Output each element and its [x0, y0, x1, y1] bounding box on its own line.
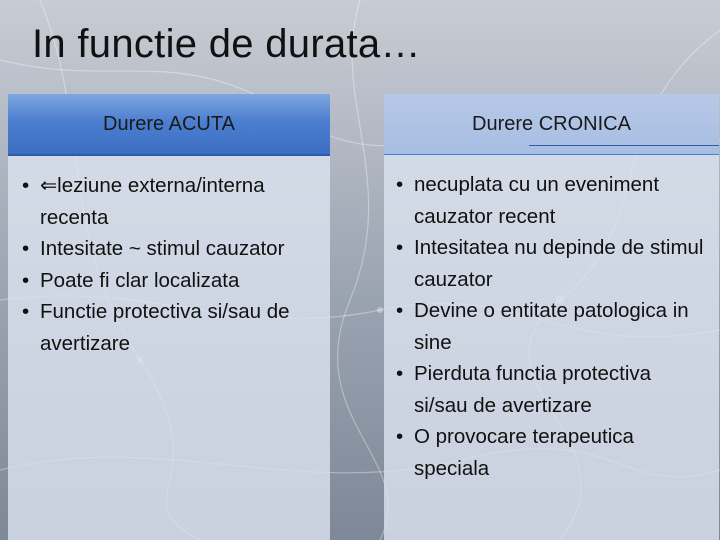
acute-pain-column: [8, 94, 330, 540]
header-underline: [529, 145, 719, 146]
bullet-icon: •: [396, 236, 404, 259]
chronic-pain-header-label: Durere CRONICA: [472, 113, 631, 135]
list-item: • necuplata cu un eveniment cauzator recent: [396, 169, 709, 232]
list-item: • Poate fi clar localizata: [22, 265, 320, 297]
bullet-icon: •: [22, 300, 30, 323]
bullet-icon: •: [22, 237, 30, 260]
list-item: • Devine o entitate patologica in sine: [396, 295, 709, 358]
list-item: • Pierduta functia protectiva si/sau de avertizare: [396, 358, 709, 421]
bullet-icon: •: [396, 299, 404, 322]
chronic-pain-list: [384, 155, 719, 484]
chronic-pain-header: [384, 94, 719, 155]
bullet-icon: •: [22, 174, 30, 197]
chronic-pain-column: [384, 94, 719, 540]
list-item: • Intesitatea nu depinde de stimul cauzator: [396, 232, 709, 295]
bullet-icon: •: [396, 173, 404, 196]
list-item: • Functie protectiva si/sau de avertizare: [22, 296, 320, 359]
bullet-icon: •: [396, 425, 404, 448]
bullet-icon: •: [22, 268, 30, 292]
acute-pain-list: [8, 156, 330, 359]
list-item: • ⇐leziune externa/interna recenta: [22, 170, 320, 233]
acute-pain-header: Durere ACUTA: [8, 94, 330, 156]
slide-title: In functie de durata…: [32, 22, 421, 66]
bullet-icon: •: [396, 362, 404, 385]
list-item: • O provocare terapeutica speciala: [396, 421, 709, 484]
list-item: • Intesitate ~ stimul cauzator: [22, 233, 320, 265]
